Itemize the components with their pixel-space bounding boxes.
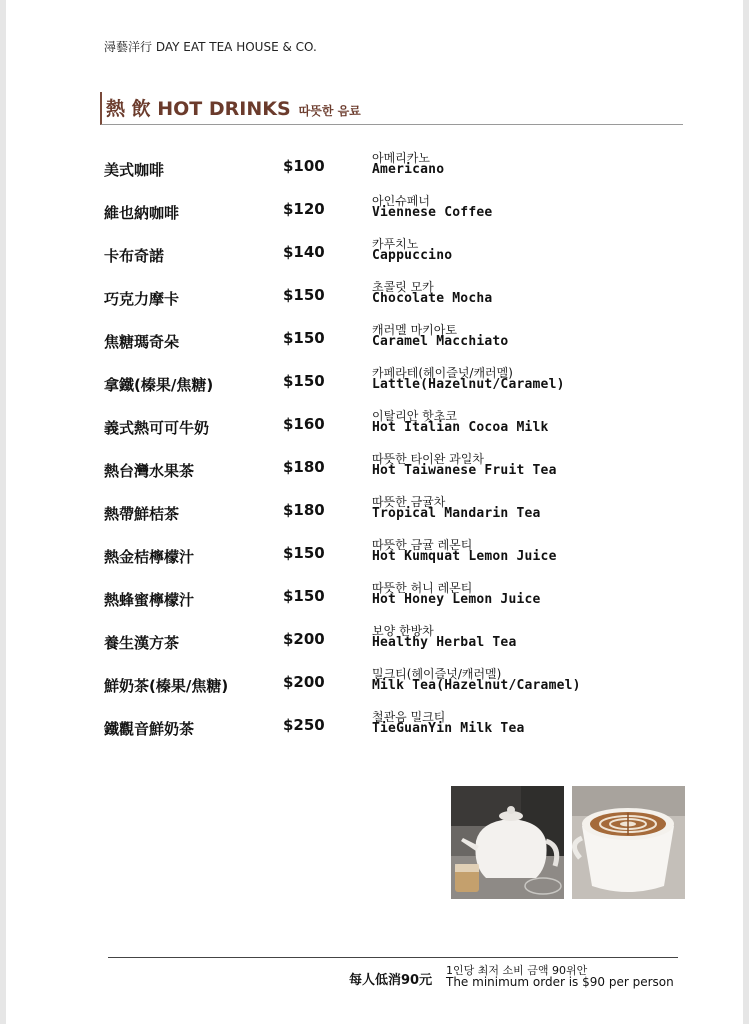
item-name-ko: 밀크티(헤이즐넛/캐러멜) [372, 667, 502, 681]
item-price: $150 [283, 587, 325, 605]
minimum-order-ko: 1인당 최저 소비 금액 90위안 [446, 964, 588, 977]
menu-item [0, 231, 749, 274]
item-name-ko: 카페라테(헤이즐넛/캐러멜) [372, 366, 513, 380]
item-name-ko: 캐러멜 마키아토 [372, 323, 457, 337]
item-name-en: Tropical Mandarin Tea [372, 506, 541, 521]
item-name-ko: 아메리카노 [372, 151, 430, 165]
item-price: $150 [283, 544, 325, 562]
teapot-illustration [451, 786, 564, 899]
item-price: $140 [283, 243, 325, 261]
menu-item [0, 145, 749, 188]
item-name-en: Hot Honey Lemon Juice [372, 592, 541, 607]
item-name-cn: 巧克力摩卡 [104, 290, 180, 308]
item-price: $160 [283, 415, 325, 433]
item-price: $200 [283, 673, 325, 691]
item-name-ko: 따뜻한 타이완 과일차 [372, 452, 484, 466]
item-name-cn: 鐵觀音鮮奶茶 [104, 720, 195, 738]
latte-photo [572, 786, 685, 899]
item-name-ko: 보양 한방차 [372, 624, 434, 638]
item-name-ko: 따뜻한 금귤차 [372, 495, 446, 509]
menu-item [0, 704, 749, 747]
section-subtitle: 따뜻한 음료 [298, 104, 361, 118]
menu-item [0, 489, 749, 532]
menu-item [0, 360, 749, 403]
section-header [100, 92, 683, 125]
item-name-en: Americano [372, 162, 445, 177]
item-name-en: Hot Taiwanese Fruit Tea [372, 463, 557, 478]
item-name-en: Caramel Macchiato [372, 334, 509, 349]
item-price: $120 [283, 200, 325, 218]
section-title-text: 熱 飲 HOT DRINKS [106, 98, 291, 120]
item-name-cn: 熱金桔檸檬汁 [104, 548, 195, 566]
item-name-en: Healthy Herbal Tea [372, 635, 517, 650]
item-name-ko: 아인슈페너 [372, 194, 430, 208]
item-name-ko: 철관음 밀크티 [372, 710, 446, 724]
item-price: $200 [283, 630, 325, 648]
item-name-cn: 維也納咖啡 [104, 204, 180, 222]
item-name-cn: 拿鐵(榛果/焦糖) [104, 376, 214, 394]
menu-item [0, 188, 749, 231]
footer-divider [108, 957, 678, 958]
item-name-cn: 鮮奶茶(榛果/焦糖) [104, 677, 229, 695]
item-name-cn: 養生漢方茶 [104, 634, 180, 652]
item-name-ko: 카푸치노 [372, 237, 419, 251]
item-name-ko: 따뜻한 허니 레몬티 [372, 581, 473, 595]
item-price: $180 [283, 458, 325, 476]
item-name-ko: 초콜릿 모카 [372, 280, 434, 294]
item-name-en: Viennese Coffee [372, 205, 493, 220]
item-name-cn: 熱台灣水果茶 [104, 462, 195, 480]
latte-illustration [572, 786, 685, 899]
item-name-cn: 熱帶鮮桔茶 [104, 505, 180, 523]
menu-item [0, 661, 749, 704]
item-name-en: Chocolate Mocha [372, 291, 493, 306]
menu-item [0, 618, 749, 661]
menu-item [0, 446, 749, 489]
menu-item [0, 274, 749, 317]
item-name-ko: 이탈리안 핫초코 [372, 409, 457, 423]
item-price: $150 [283, 372, 325, 390]
menu-item [0, 532, 749, 575]
item-name-cn: 卡布奇諾 [104, 247, 165, 265]
brand-name: 潯藝洋行 DAY EAT TEA HOUSE & CO. [104, 40, 317, 54]
item-name-cn: 美式咖啡 [104, 161, 165, 179]
minimum-order-cn: 每人低消90元 [349, 973, 433, 988]
item-price: $250 [283, 716, 325, 734]
menu-item [0, 403, 749, 446]
item-name-en: Cappuccino [372, 248, 453, 263]
item-price: $180 [283, 501, 325, 519]
item-name-en: Milk Tea(Hazelnut/Caramel) [372, 678, 581, 693]
item-name-en: Hot Italian Cocoa Milk [372, 420, 549, 435]
item-name-ko: 따뜻한 금귤 레몬티 [372, 538, 473, 552]
item-name-en: TieGuanYin Milk Tea [372, 721, 525, 736]
menu-item [0, 575, 749, 618]
minimum-order-en: The minimum order is $90 per person [446, 975, 674, 989]
item-price: $150 [283, 329, 325, 347]
item-name-cn: 義式熱可可牛奶 [104, 419, 210, 437]
item-price: $100 [283, 157, 325, 175]
item-name-cn: 熱蜂蜜檸檬汁 [104, 591, 195, 609]
item-name-en: Hot Kumquat Lemon Juice [372, 549, 557, 564]
item-name-en: Lattle(Hazelnut/Caramel) [372, 377, 565, 392]
section-title [106, 94, 361, 121]
teapot-photo [451, 786, 564, 899]
item-price: $150 [283, 286, 325, 304]
item-name-cn: 焦糖瑪奇朵 [104, 333, 180, 351]
menu-item [0, 317, 749, 360]
